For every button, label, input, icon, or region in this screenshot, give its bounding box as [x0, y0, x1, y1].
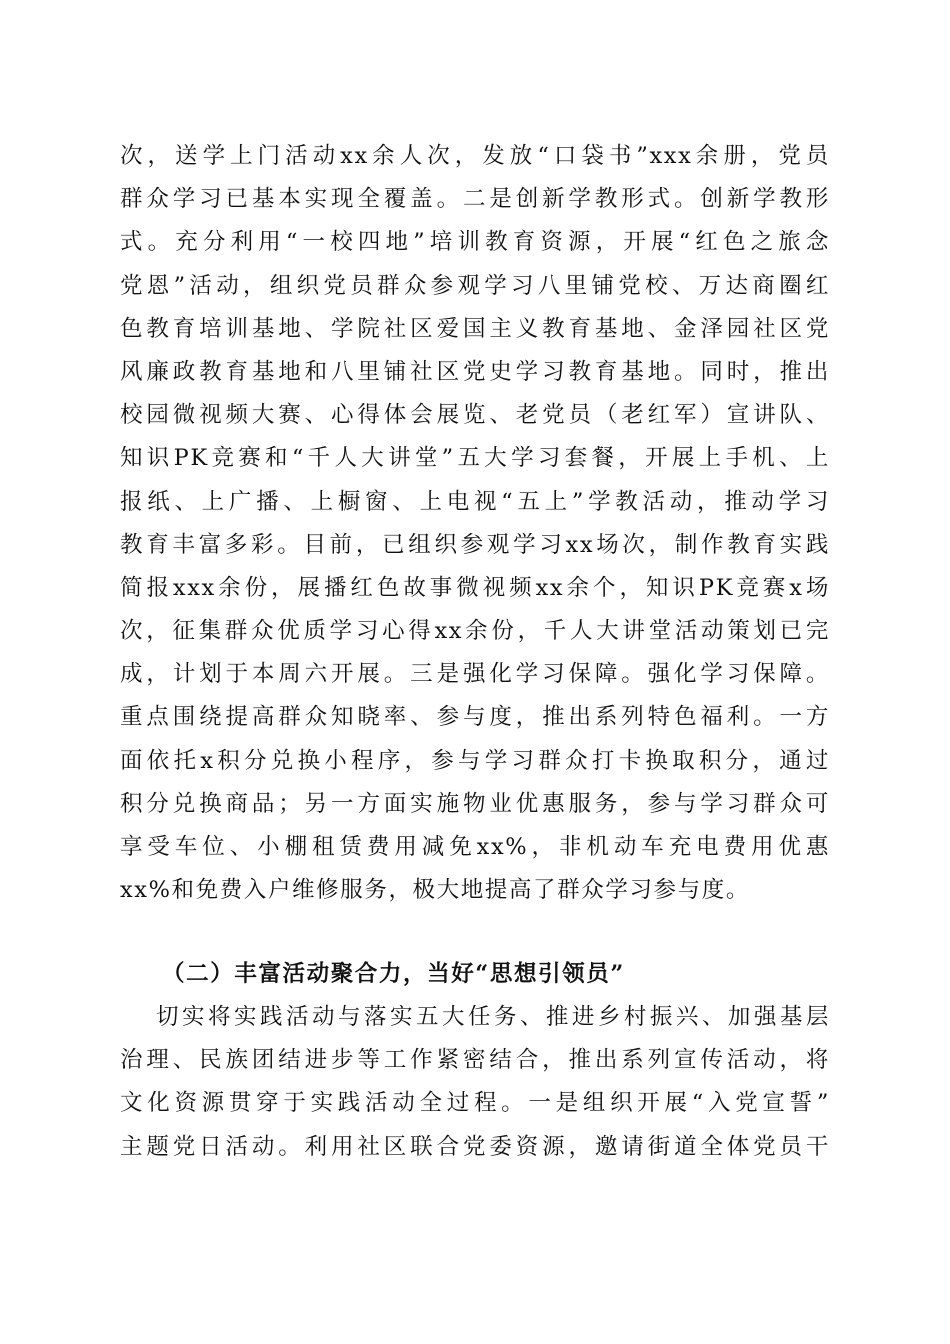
paragraph-line: 风廉政教育基地和八里铺社区党史学习教育基地。同时，推出 [120, 358, 830, 385]
section-heading-text: （二）丰富活动聚合力，当好“思想引领员” [162, 961, 625, 987]
paragraph-line: 面依托x积分兑换小程序，参与学习群众打卡换取积分，通过 [120, 747, 830, 774]
paragraph-line: 教育丰富多彩。目前，已组织参观学习xx场次，制作教育实践 [120, 531, 830, 558]
paragraph-line: 享受车位、小棚租赁费用减免xx%，非机动车充电费用优惠 [120, 834, 830, 860]
body-paragraph-2 [120, 996, 830, 1169]
paragraph-line: 色教育培训基地、学院社区爱国主义教育基地、金泽园社区党 [120, 315, 830, 342]
paragraph-line: 式。充分利用“一校四地”培训教育资源，开展“红色之旅念 [120, 229, 830, 256]
paragraph-line: 次，征集群众优质学习心得xx余份，千人大讲堂活动策划已完 [120, 618, 830, 645]
paragraph-line: 重点围绕提高群众知晓率、参与度，推出系列特色福利。一方 [120, 704, 830, 731]
paragraph-line: 校园微视频大赛、心得体会展览、老党员（老红军）宣讲队、 [120, 402, 830, 429]
paragraph-line: 简报xxx余份，展播红色故事微视频xx余个，知识PK竞赛x场 [120, 574, 830, 601]
paragraph-line: 次，送学上门活动xx余人次，发放“口袋书”xxx余册，党员 [120, 143, 830, 169]
paragraph-line: 党恩”活动，组织党员群众参观学习八里铺党校、万达商圈红 [120, 272, 830, 299]
section-heading [120, 953, 830, 996]
paragraph-line: xx%和免费入户维修服务，极大地提高了群众学习参与度。 [120, 877, 750, 904]
paragraph-line: 切实将实践活动与落实五大任务、推进乡村振兴、加强基层 [156, 1004, 830, 1030]
paragraph-line: 文化资源贯穿于实践活动全过程。一是组织开展“入党宣誓” [120, 1090, 830, 1117]
paragraph-line: 知识PK竞赛和“千人大讲堂”五大学习套餐，开展上手机、上 [120, 445, 830, 472]
paragraph-line: 积分兑换商品；另一方面实施物业优惠服务，参与学习群众可 [120, 790, 830, 817]
paragraph-line: 群众学习已基本实现全覆盖。二是创新学教形式。创新学教形 [120, 186, 830, 213]
paragraph-line: 报纸、上广播、上橱窗、上电视“五上”学教活动，推动学习 [120, 488, 830, 515]
paragraph-line: 治理、民族团结进步等工作紧密结合，推出系列宣传活动，将 [120, 1047, 830, 1074]
paragraph-line: 成，计划于本周六开展。三是强化学习保障。强化学习保障。 [120, 661, 830, 688]
paragraph-line: 主题党日活动。利用社区联合党委资源，邀请街道全体党员干 [120, 1133, 830, 1160]
body-paragraph-1 [120, 135, 830, 912]
